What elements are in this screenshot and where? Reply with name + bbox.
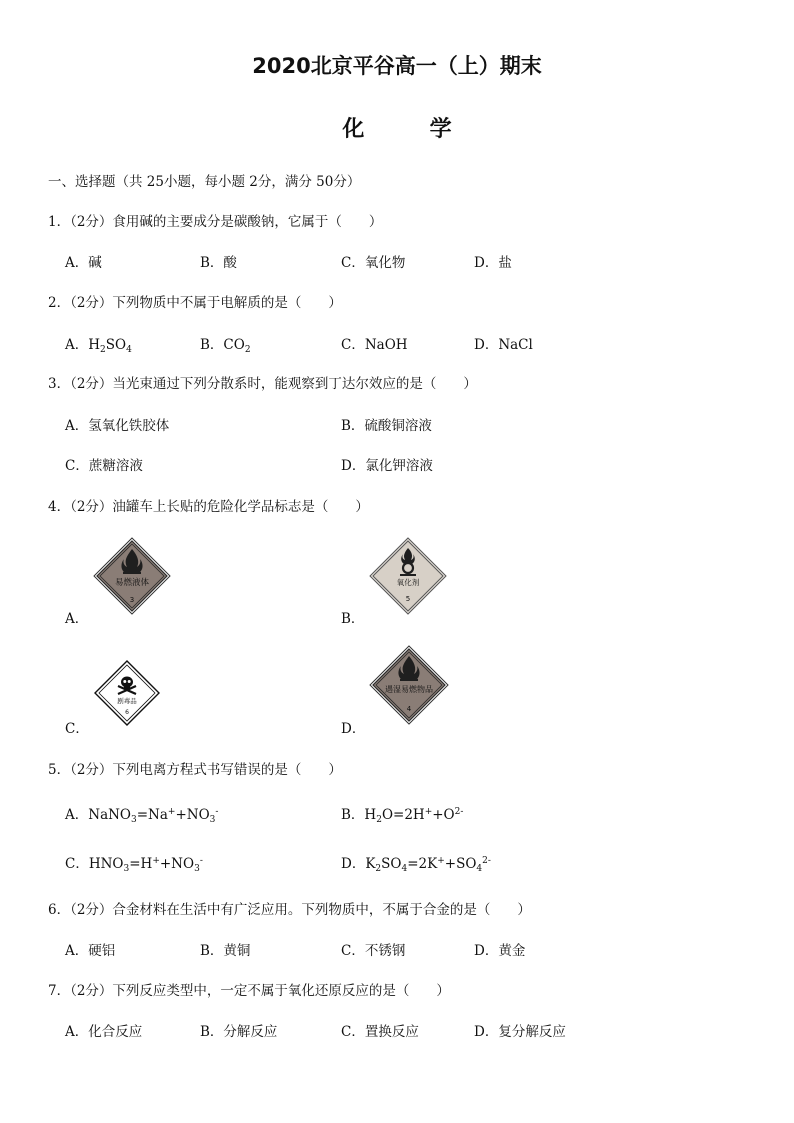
q3-option-b[interactable]: B．硫酸铜溶液 xyxy=(341,418,432,434)
sign-a-class: 3 xyxy=(129,596,135,604)
formula-co2: $CO_2$ xyxy=(223,337,251,355)
sign-b-class: 5 xyxy=(405,595,411,603)
q3-option-a[interactable]: A．氢氧化铁胶体 xyxy=(65,418,170,434)
equation-c: $HNO_3=H^++NO_3^-$ xyxy=(88,856,203,874)
q7-option-a[interactable]: A．化合反应 xyxy=(65,1024,143,1040)
subject-heading xyxy=(0,112,794,143)
dangerous-when-wet-sign[interactable] xyxy=(369,645,449,725)
sign-c-label: 剧毒品 xyxy=(117,697,137,705)
equation-d: $K_2SO_4=2K^++SO_4^{2-}$ xyxy=(365,856,491,874)
sign-a-label: 易燃液体 xyxy=(114,578,150,588)
q2-option-b[interactable] xyxy=(200,333,251,355)
q1-option-c[interactable]: C．氧化物 xyxy=(341,255,406,271)
q7-option-c[interactable]: C．置换反应 xyxy=(341,1024,419,1040)
q2-option-c[interactable]: C．NaOH xyxy=(341,337,408,353)
question-4-stem: 4．（2分）油罐车上长贴的危险化学品标志是（ ） xyxy=(48,499,369,515)
q5-option-a[interactable] xyxy=(65,803,218,825)
q5-option-d[interactable] xyxy=(341,852,491,874)
q4-option-a[interactable]: A． xyxy=(65,611,89,627)
question-6-stem: 6．（2分）合金材料在生活中有广泛应用。下列物质中，不属于合金的是（ ） xyxy=(48,902,531,918)
question-3-stem: 3．（2分）当光束通过下列分散系时，能观察到丁达尔效应的是（ ） xyxy=(48,376,477,392)
oxidizer-sign[interactable] xyxy=(369,537,447,615)
q4-option-b[interactable]: B． xyxy=(341,611,365,627)
sign-d-class: 4 xyxy=(406,705,412,713)
question-7-stem: 7．（2分）下列反应类型中，一定不属于氧化还原反应的是（ ） xyxy=(48,983,450,999)
q3-option-c[interactable]: C．蔗糖溶液 xyxy=(65,458,143,474)
q5-option-a-letter: A． xyxy=(65,807,89,823)
q7-option-d[interactable]: D．复分解反应 xyxy=(474,1024,566,1040)
sign-b-label: 氧化剂 xyxy=(396,578,420,587)
q6-option-a[interactable]: A．硬铝 xyxy=(65,943,116,959)
q5-option-b-letter: B． xyxy=(341,807,365,823)
section-heading: 一、选择题（共 25小题，每小题 2分，满分 50分） xyxy=(48,174,361,190)
q3-option-d[interactable]: D．氯化钾溶液 xyxy=(341,458,433,474)
q5-option-c-letter: C． xyxy=(65,856,89,872)
page-title: 2020北京平谷高一（上）期末 xyxy=(252,54,542,78)
q5-option-b[interactable] xyxy=(341,803,463,825)
q2-option-b-letter: B． xyxy=(200,337,224,353)
q7-option-b[interactable]: B．分解反应 xyxy=(200,1024,278,1040)
q5-option-d-letter: D． xyxy=(341,856,366,872)
equation-b: $H_2O=2H^++O^{2-}$ xyxy=(364,807,464,825)
question-2-stem: 2．（2分）下列物质中不属于电解质的是（ ） xyxy=(48,295,342,311)
q5-option-c[interactable] xyxy=(65,852,203,874)
subject-char-2: 学 xyxy=(429,117,452,142)
formula-h2so4: $H_2SO_4$ xyxy=(88,337,132,355)
q1-option-b[interactable]: B．酸 xyxy=(200,255,237,271)
sign-c-class: 6 xyxy=(125,709,129,716)
q6-option-c[interactable]: C．不锈钢 xyxy=(341,943,406,959)
q6-option-b[interactable]: B．黄铜 xyxy=(200,943,251,959)
question-1-stem: 1．（2分）食用碱的主要成分是碳酸钠，它属于（ ） xyxy=(48,214,383,230)
q1-option-d[interactable]: D．盐 xyxy=(474,255,512,271)
q4-option-d[interactable]: D． xyxy=(341,721,366,737)
subject-char-1: 化 xyxy=(342,117,365,142)
flammable-liquid-sign[interactable] xyxy=(93,537,171,615)
q2-option-a-letter: A． xyxy=(65,337,89,353)
toxic-substance-sign[interactable] xyxy=(94,660,160,726)
q6-option-d[interactable]: D．黄金 xyxy=(474,943,526,959)
q4-option-c[interactable]: C． xyxy=(65,721,89,737)
q1-option-a[interactable]: A．碱 xyxy=(65,255,102,271)
question-5-stem: 5．（2分）下列电离方程式书写错误的是（ ） xyxy=(48,762,342,778)
q2-option-d[interactable]: D．NaCl xyxy=(474,337,533,353)
equation-a: $NaNO_3=Na^++NO_3^-$ xyxy=(88,807,219,825)
sign-d-label: 遇湿易燃物品 xyxy=(385,685,433,694)
q2-option-a[interactable] xyxy=(65,333,132,355)
